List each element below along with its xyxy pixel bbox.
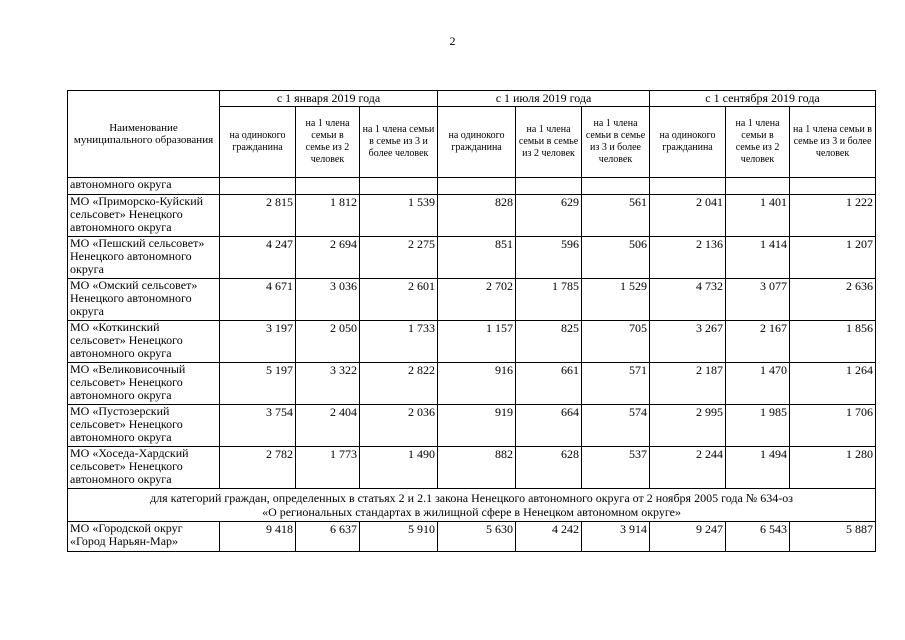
subheader-family-3: на 1 члена семьи в семье из 3 и более человек (360, 107, 438, 178)
municipality-name: МО «Городской округ «Город Нарьян-Мар» (68, 522, 220, 552)
table-row (68, 195, 876, 237)
value-cell: 1 539 (360, 195, 438, 237)
value-cell: 3 754 (220, 405, 296, 447)
period-header-january: с 1 января 2019 года (220, 91, 438, 107)
value-cell: 828 (438, 195, 516, 237)
value-cell: 5 197 (220, 363, 296, 405)
value-cell: 1 157 (438, 321, 516, 363)
municipality-name: МО «Коткинский сельсовет» Ненецкого автономного округа (68, 321, 220, 363)
value-cell: 1 785 (516, 279, 582, 321)
value-cell: 919 (438, 405, 516, 447)
value-cell: 3 197 (220, 321, 296, 363)
value-cell: 882 (438, 447, 516, 489)
subheader-single: на одинокого гражданина (650, 107, 726, 178)
allowance-table (67, 90, 876, 552)
subheader-family-2: на 1 члена семьи в семье из 2 человек (296, 107, 360, 178)
value-cell: 561 (582, 195, 650, 237)
continuation-cell: автономного округа (68, 178, 220, 195)
value-cell: 574 (582, 405, 650, 447)
value-cell: 2 995 (650, 405, 726, 447)
table-row (68, 363, 876, 405)
subheader-single: на одинокого гражданина (220, 107, 296, 178)
category-note (68, 489, 876, 522)
value-cell: 4 247 (220, 237, 296, 279)
value-cell: 1 222 (790, 195, 876, 237)
value-cell: 1 280 (790, 447, 876, 489)
value-cell: 596 (516, 237, 582, 279)
municipality-name: МО «Великовисочный сельсовет» Ненецкого автономного округа (68, 363, 220, 405)
page-number: 2 (449, 34, 456, 48)
value-cell: 2 244 (650, 447, 726, 489)
table-row (68, 447, 876, 489)
value-cell: 705 (582, 321, 650, 363)
value-cell: 4 671 (220, 279, 296, 321)
value-cell: 3 267 (650, 321, 726, 363)
value-cell: 3 322 (296, 363, 360, 405)
value-cell: 5 910 (360, 522, 438, 552)
value-cell: 1 985 (726, 405, 790, 447)
value-cell: 2 782 (220, 447, 296, 489)
municipality-name: МО «Хоседа-Хардский сельсовет» Ненецкого автономного округа (68, 447, 220, 489)
value-cell: 2 702 (438, 279, 516, 321)
subheader-family-3: на 1 члена семьи в семье из 3 и более человек (582, 107, 650, 178)
table-row (68, 522, 876, 552)
value-cell: 3 914 (582, 522, 650, 552)
subheader-family-3: на 1 члена семьи в семье из 3 и более человек (790, 107, 876, 178)
value-cell: 1 470 (726, 363, 790, 405)
value-cell: 4 732 (650, 279, 726, 321)
category-note-line-2: «О региональных стандартах в жилищной сфере в Ненецком автономном округе» (262, 505, 681, 519)
value-cell: 2 275 (360, 237, 438, 279)
value-cell: 1 812 (296, 195, 360, 237)
municipality-name: МО «Пустозерский сельсовет» Ненецкого автономного округа (68, 405, 220, 447)
value-cell: 851 (438, 237, 516, 279)
value-cell: 1 490 (360, 447, 438, 489)
value-cell: 1 733 (360, 321, 438, 363)
value-cell: 664 (516, 405, 582, 447)
value-cell: 1 856 (790, 321, 876, 363)
value-cell: 1 529 (582, 279, 650, 321)
table-row (68, 321, 876, 363)
value-cell: 1 773 (296, 447, 360, 489)
value-cell: 1 401 (726, 195, 790, 237)
value-cell: 9 418 (220, 522, 296, 552)
municipality-name: МО «Приморско-Куйский сельсовет» Ненецкого автономного округа (68, 195, 220, 237)
value-cell: 2 050 (296, 321, 360, 363)
value-cell: 3 036 (296, 279, 360, 321)
value-cell: 2 822 (360, 363, 438, 405)
value-cell: 825 (516, 321, 582, 363)
value-cell: 2 036 (360, 405, 438, 447)
value-cell: 537 (582, 447, 650, 489)
value-cell: 2 167 (726, 321, 790, 363)
value-cell: 1 706 (790, 405, 876, 447)
name-column-header: Наименование муниципального образования (68, 91, 220, 178)
value-cell: 661 (516, 363, 582, 405)
subheader-family-2: на 1 члена семьи в семье из 2 человек (726, 107, 790, 178)
subheader-family-2: на 1 члена семьи в семье из 2 человек (516, 107, 582, 178)
value-cell: 5 887 (790, 522, 876, 552)
value-cell: 6 637 (296, 522, 360, 552)
value-cell: 3 077 (726, 279, 790, 321)
table-row (68, 237, 876, 279)
subheader-single: на одинокого гражданина (438, 107, 516, 178)
value-cell: 9 247 (650, 522, 726, 552)
value-cell: 629 (516, 195, 582, 237)
table-row (68, 279, 876, 321)
value-cell: 1 494 (726, 447, 790, 489)
table-row (68, 405, 876, 447)
continuation-row (68, 178, 876, 195)
period-header-july: с 1 июля 2019 года (438, 91, 650, 107)
value-cell: 2 041 (650, 195, 726, 237)
value-cell: 2 815 (220, 195, 296, 237)
category-note-line-1: для категорий граждан, определенных в статьях 2 и 2.1 закона Ненецкого автономного округа от 2 ноября 2005 года № 634-оз (150, 491, 793, 505)
value-cell: 5 630 (438, 522, 516, 552)
value-cell: 571 (582, 363, 650, 405)
value-cell: 6 543 (726, 522, 790, 552)
value-cell: 628 (516, 447, 582, 489)
value-cell: 1 207 (790, 237, 876, 279)
period-header-september: с 1 сентября 2019 года (650, 91, 876, 107)
municipality-name: МО «Омский сельсовет» Ненецкого автономного округа (68, 279, 220, 321)
value-cell: 2 187 (650, 363, 726, 405)
value-cell: 2 694 (296, 237, 360, 279)
value-cell: 1 264 (790, 363, 876, 405)
municipality-name: МО «Пешский сельсовет» Ненецкого автономного округа (68, 237, 220, 279)
value-cell: 916 (438, 363, 516, 405)
value-cell: 506 (582, 237, 650, 279)
category-row (68, 489, 876, 522)
value-cell: 1 414 (726, 237, 790, 279)
value-cell: 2 636 (790, 279, 876, 321)
value-cell: 4 242 (516, 522, 582, 552)
value-cell: 2 601 (360, 279, 438, 321)
value-cell: 2 404 (296, 405, 360, 447)
value-cell: 2 136 (650, 237, 726, 279)
